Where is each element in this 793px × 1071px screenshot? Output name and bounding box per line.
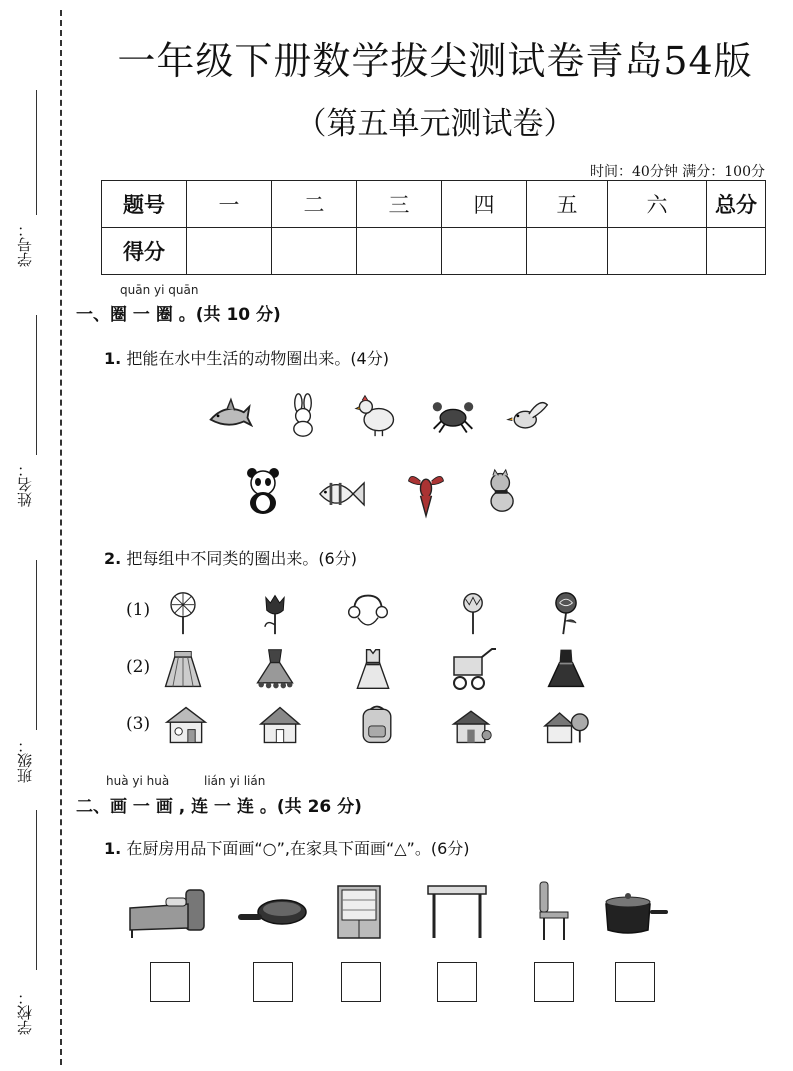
crab-icon[interactable] bbox=[430, 392, 476, 438]
q1-number: 1. bbox=[104, 349, 122, 368]
fish-icon[interactable] bbox=[314, 470, 370, 516]
backpack-icon[interactable] bbox=[354, 702, 400, 748]
section2-pinyin-draw: huà yi huà bbox=[106, 774, 170, 788]
student-no-line bbox=[36, 90, 37, 215]
section2-q1 bbox=[104, 836, 470, 859]
table-cell: 得分 bbox=[102, 228, 187, 275]
score-input-cell[interactable] bbox=[357, 228, 442, 275]
score-input-cell[interactable] bbox=[707, 228, 766, 275]
panda-icon[interactable] bbox=[238, 465, 288, 517]
table-cell: 五 bbox=[527, 181, 608, 228]
chrysanthemum-icon[interactable] bbox=[160, 590, 206, 636]
table-cell: 三 bbox=[357, 181, 442, 228]
headphones-icon[interactable] bbox=[345, 590, 391, 636]
score-table bbox=[101, 180, 766, 275]
table-cell: 四 bbox=[442, 181, 527, 228]
section1-q1 bbox=[104, 346, 389, 369]
answer-box-cabinet[interactable] bbox=[341, 962, 381, 1002]
section1-pinyin: quān yi quān bbox=[120, 283, 199, 297]
cabinet-icon[interactable] bbox=[334, 882, 384, 942]
answer-box-pan[interactable] bbox=[253, 962, 293, 1002]
group-label: (2) bbox=[126, 657, 151, 677]
school-line bbox=[36, 810, 37, 970]
bed-icon[interactable] bbox=[126, 884, 212, 940]
time-score-info: 时间：40分钟 满分：100分 bbox=[590, 164, 765, 180]
answer-box-table[interactable] bbox=[437, 962, 477, 1002]
class-label: 班级： bbox=[16, 738, 34, 783]
black-dress-icon[interactable] bbox=[543, 646, 589, 692]
shark-icon[interactable] bbox=[207, 392, 253, 438]
frilly-dress-icon[interactable] bbox=[252, 646, 298, 692]
rabbit-icon[interactable] bbox=[280, 392, 326, 438]
skirt-icon[interactable] bbox=[160, 646, 206, 692]
score-input-cell[interactable] bbox=[187, 228, 272, 275]
hen-icon[interactable] bbox=[353, 392, 399, 438]
tulip-icon[interactable] bbox=[252, 590, 298, 636]
section1-title: 一、圈 一 圈 。(共 10 分) bbox=[76, 305, 281, 325]
frying-pan-icon[interactable] bbox=[236, 892, 308, 932]
chair-icon[interactable] bbox=[532, 880, 576, 942]
binding-dashed-line bbox=[60, 10, 62, 1065]
s2q1-text: 在厨房用品下面画“○”,在家具下面画“△”。(6分) bbox=[126, 839, 470, 858]
carnation-icon[interactable] bbox=[450, 590, 496, 636]
score-table-score-row bbox=[102, 228, 766, 275]
table-cell: 题号 bbox=[102, 181, 187, 228]
lobster-icon[interactable] bbox=[403, 466, 449, 520]
page-subtitle: （第五单元测试卷） bbox=[295, 106, 575, 142]
tree-house-icon[interactable] bbox=[543, 702, 589, 748]
name-line bbox=[36, 315, 37, 455]
pot-icon[interactable] bbox=[600, 888, 670, 936]
table-icon[interactable] bbox=[426, 882, 488, 942]
q1-text: 把能在水中生活的动物圈出来。(4分) bbox=[126, 349, 389, 368]
table-cell: 二 bbox=[272, 181, 357, 228]
score-input-cell[interactable] bbox=[442, 228, 527, 275]
group-label: (1) bbox=[126, 600, 151, 620]
bird-icon[interactable] bbox=[505, 392, 551, 438]
page-title: 一年级下册数学拔尖测试卷青岛54版 bbox=[117, 39, 753, 83]
table-cell: 六 bbox=[608, 181, 707, 228]
small-house-icon[interactable] bbox=[448, 702, 494, 748]
q2-text: 把每组中不同类的圈出来。(6分) bbox=[126, 549, 357, 568]
school-label: 学校： bbox=[16, 990, 34, 1035]
section1-q2 bbox=[104, 546, 357, 569]
house-icon[interactable] bbox=[257, 702, 303, 748]
score-table-header-row bbox=[102, 181, 766, 228]
student-no-label: 学号： bbox=[16, 222, 34, 267]
q2-number: 2. bbox=[104, 549, 122, 568]
table-cell: 总分 bbox=[707, 181, 766, 228]
rose-icon[interactable] bbox=[543, 590, 589, 636]
section2-title: 二、画 一 画 , 连 一 连 。(共 26 分) bbox=[76, 797, 362, 817]
group-label: (3) bbox=[126, 714, 151, 734]
answer-box-pot[interactable] bbox=[615, 962, 655, 1002]
s2q1-number: 1. bbox=[104, 839, 122, 858]
name-label: 姓名： bbox=[16, 462, 34, 507]
answer-box-bed[interactable] bbox=[150, 962, 190, 1002]
cottage-icon[interactable] bbox=[163, 702, 209, 748]
answer-box-chair[interactable] bbox=[534, 962, 574, 1002]
score-input-cell[interactable] bbox=[272, 228, 357, 275]
section2-pinyin-connect: lián yi lián bbox=[204, 774, 266, 788]
score-input-cell[interactable] bbox=[527, 228, 608, 275]
stroller-icon[interactable] bbox=[448, 643, 500, 693]
score-input-cell[interactable] bbox=[608, 228, 707, 275]
table-cell: 一 bbox=[187, 181, 272, 228]
class-line bbox=[36, 560, 37, 730]
dress-icon[interactable] bbox=[350, 646, 396, 692]
dog-icon[interactable] bbox=[480, 468, 526, 514]
